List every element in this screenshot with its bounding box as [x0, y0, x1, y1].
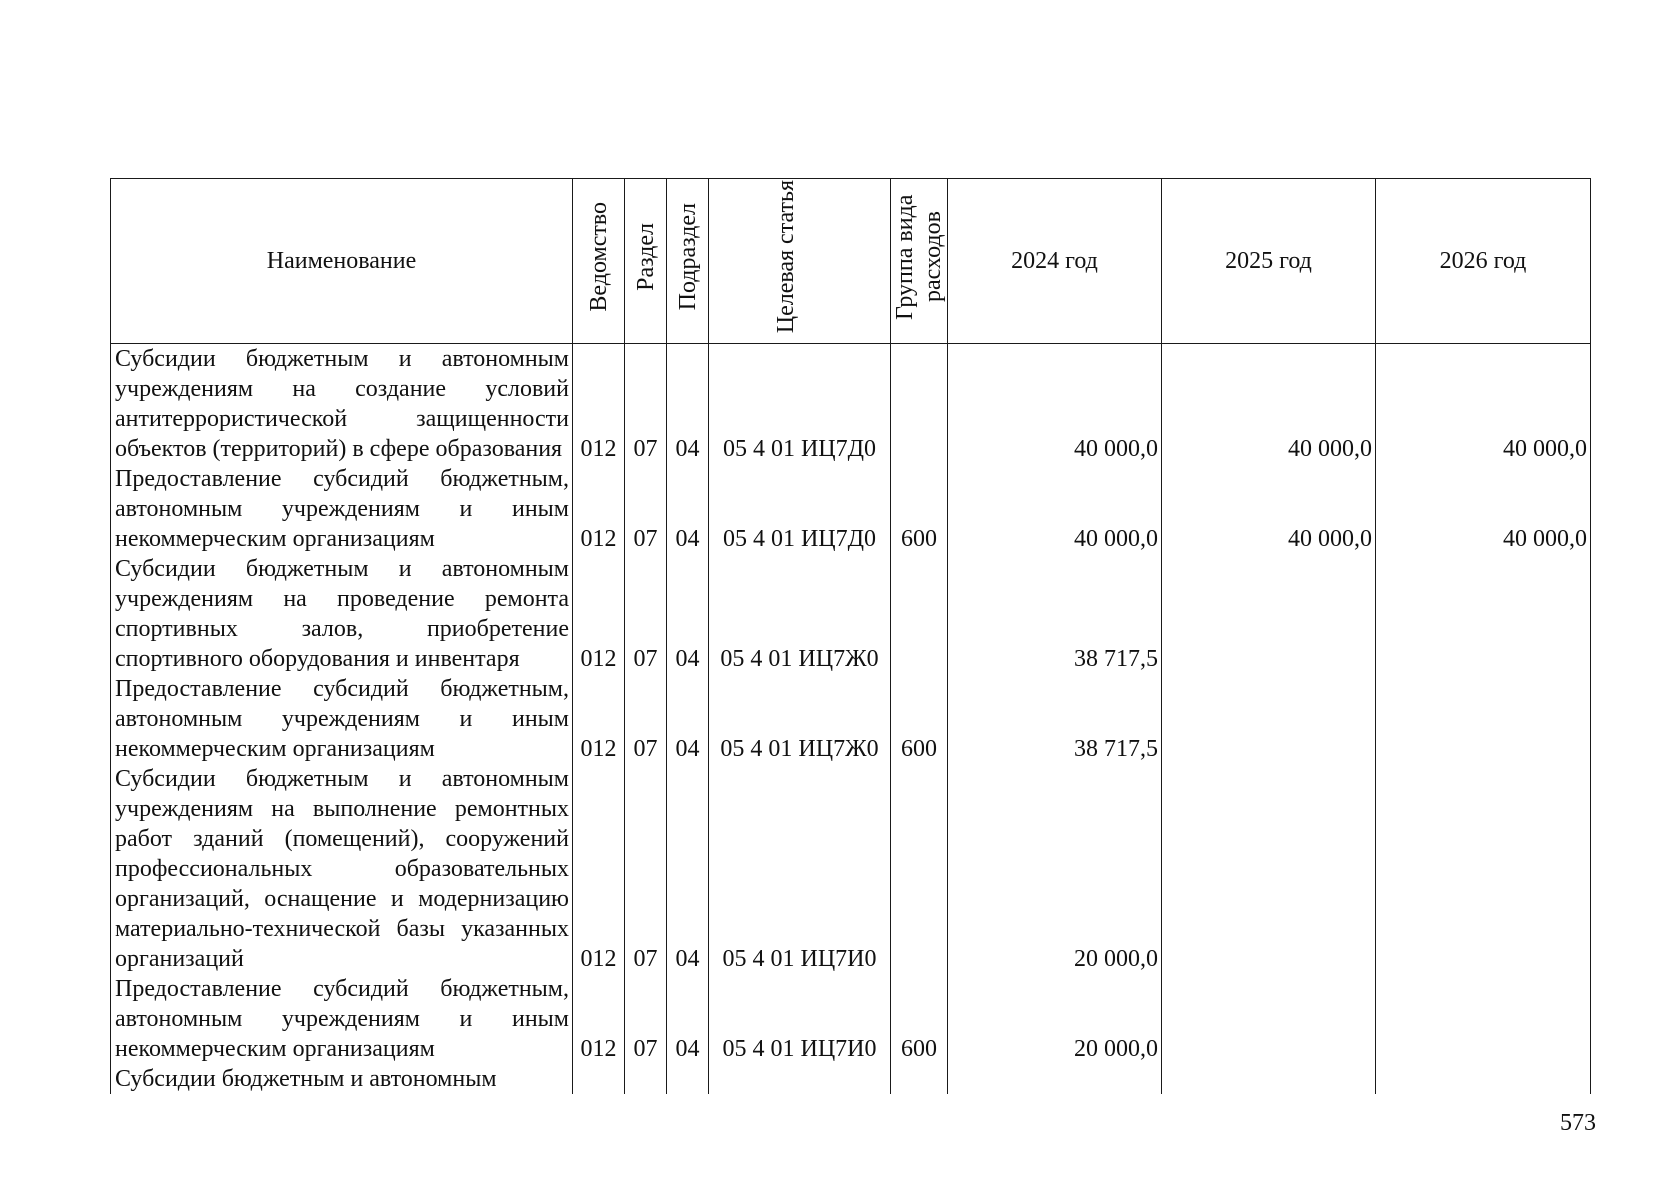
header-podrazdel: Подраздел	[667, 179, 709, 344]
cell-gruppa: 600	[891, 974, 948, 1064]
row-name: Субсидии бюджетным и автономным учреждениям на создание условий антитеррористической защищенности объектов (территорий) в сфере образования	[111, 344, 573, 465]
row-name: Субсидии бюджетным и автономным учреждениям на выполнение ремонтных работ зданий (помещений), сооружений профессиональных образовательных организаций, оснащение и модернизацию материально-технической базы указанных организаций	[111, 764, 573, 974]
cell-podrazdel: 04	[667, 464, 709, 554]
cell-2024: 20 000,0	[948, 764, 1162, 974]
cell-celevaya: 05 4 01 ИЦ7Ж0	[709, 674, 891, 764]
row-name: Субсидии бюджетным и автономным учреждениям на проведение ремонта спортивных залов, приобретение спортивного оборудования и инвентаря	[111, 554, 573, 674]
cell-2025	[1162, 1064, 1376, 1094]
cell-vedomstvo: 012	[573, 764, 625, 974]
cell-2024: 38 717,5	[948, 554, 1162, 674]
cell-2024	[948, 1064, 1162, 1094]
cell-2025	[1162, 674, 1376, 764]
cell-2026	[1376, 764, 1591, 974]
cell-celevaya: 05 4 01 ИЦ7Д0	[709, 464, 891, 554]
cell-2026: 40 000,0	[1376, 344, 1591, 465]
row-name: Предоставление субсидий бюджетным, автономным учреждениям и иным некоммерческим организациям	[111, 464, 573, 554]
table-row	[111, 674, 1591, 764]
cell-2026: 40 000,0	[1376, 464, 1591, 554]
header-celevaya: Целевая статья	[709, 179, 891, 344]
table-row	[111, 554, 1591, 674]
cell-razdel: 07	[625, 554, 667, 674]
cell-razdel: 07	[625, 344, 667, 465]
cell-podrazdel: 04	[667, 764, 709, 974]
cell-2026	[1376, 554, 1591, 674]
header-2026: 2026 год	[1376, 179, 1591, 344]
cell-2025	[1162, 554, 1376, 674]
cell-vedomstvo	[573, 1064, 625, 1094]
cell-2024: 38 717,5	[948, 674, 1162, 764]
page-number: 573	[1560, 1110, 1596, 1136]
table-row	[111, 344, 1591, 465]
cell-podrazdel: 04	[667, 974, 709, 1064]
table-row	[111, 764, 1591, 974]
header-vedomstvo: Ведомство	[573, 179, 625, 344]
cell-2024: 40 000,0	[948, 344, 1162, 465]
budget-table	[110, 178, 1591, 1094]
cell-razdel	[625, 1064, 667, 1094]
cell-celevaya	[709, 1064, 891, 1094]
cell-gruppa: 600	[891, 464, 948, 554]
cell-2025: 40 000,0	[1162, 344, 1376, 465]
header-name: Наименование	[111, 179, 573, 344]
cell-gruppa	[891, 344, 948, 465]
cell-podrazdel: 04	[667, 674, 709, 764]
cell-vedomstvo: 012	[573, 674, 625, 764]
header-razdel: Раздел	[625, 179, 667, 344]
cell-podrazdel: 04	[667, 344, 709, 465]
cell-vedomstvo: 012	[573, 554, 625, 674]
cell-razdel: 07	[625, 464, 667, 554]
row-name: Предоставление субсидий бюджетным, автономным учреждениям и иным некоммерческим организациям	[111, 674, 573, 764]
cell-gruppa	[891, 764, 948, 974]
cell-celevaya: 05 4 01 ИЦ7Д0	[709, 344, 891, 465]
table-header-row	[111, 179, 1591, 344]
cell-gruppa	[891, 1064, 948, 1094]
cell-vedomstvo: 012	[573, 344, 625, 465]
cell-2025: 40 000,0	[1162, 464, 1376, 554]
cell-2025	[1162, 764, 1376, 974]
cell-2025	[1162, 974, 1376, 1064]
cell-gruppa	[891, 554, 948, 674]
cell-2026	[1376, 1064, 1591, 1094]
cell-celevaya: 05 4 01 ИЦ7И0	[709, 764, 891, 974]
table-row	[111, 464, 1591, 554]
cell-2024: 40 000,0	[948, 464, 1162, 554]
cell-2026	[1376, 974, 1591, 1064]
row-name: Субсидии бюджетным и автономным	[111, 1064, 573, 1094]
header-2024: 2024 год	[948, 179, 1162, 344]
cell-gruppa: 600	[891, 674, 948, 764]
cell-razdel: 07	[625, 674, 667, 764]
cell-podrazdel	[667, 1064, 709, 1094]
cell-podrazdel: 04	[667, 554, 709, 674]
cell-celevaya: 05 4 01 ИЦ7И0	[709, 974, 891, 1064]
cell-razdel: 07	[625, 764, 667, 974]
header-gruppa: Группа вида расходов	[891, 179, 948, 344]
row-name: Предоставление субсидий бюджетным, автономным учреждениям и иным некоммерческим организациям	[111, 974, 573, 1064]
cell-2024: 20 000,0	[948, 974, 1162, 1064]
table-row	[111, 974, 1591, 1064]
header-2025: 2025 год	[1162, 179, 1376, 344]
table-row	[111, 1064, 1591, 1094]
cell-2026	[1376, 674, 1591, 764]
cell-razdel: 07	[625, 974, 667, 1064]
cell-vedomstvo: 012	[573, 974, 625, 1064]
cell-celevaya: 05 4 01 ИЦ7Ж0	[709, 554, 891, 674]
cell-vedomstvo: 012	[573, 464, 625, 554]
